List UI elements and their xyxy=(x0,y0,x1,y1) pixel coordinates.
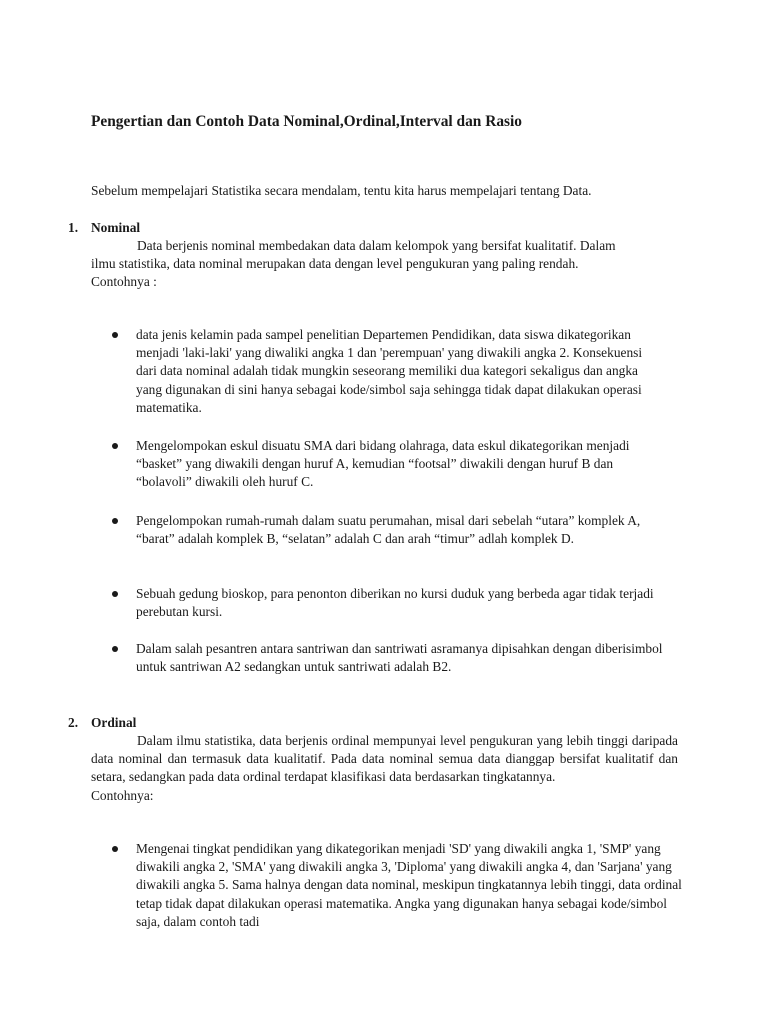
list-item-text: Sebuah gedung bioskop, para penonton diberikan no kursi duduk yang berbeda agar tidak terjadi perebutan kursi. xyxy=(136,586,654,620)
nominal-description xyxy=(91,237,678,292)
paragraph-line: ilmu statistika, data nominal merupakan data dengan level pengukuran yang paling rendah. xyxy=(91,256,579,272)
list-item-text: Pengelompokan rumah-rumah dalam suatu perumahan, misal dari sebelah “utara” komplek A, “barat” adalah komplek B, “selatan” adalah C dan arah “timur” adlah komplek D. xyxy=(136,513,641,547)
bullet-icon xyxy=(112,846,118,852)
paragraph-text: Dalam ilmu statistika, data berjenis ordinal mempunyai level pengukuran yang lebih tinggi daripada data nominal dan termasuk data kualitatif. Pada data nominal semua data dianggap bersifat kualitatif dan setara, sedangkan pada data ordinal terdapat klasifikasi data berdasarkan tingkatannya. xyxy=(91,733,678,785)
list-item xyxy=(112,585,666,621)
bullet-icon xyxy=(112,518,118,524)
bullet-icon xyxy=(112,332,118,338)
bullet-icon xyxy=(112,443,118,449)
section-number: 2. xyxy=(68,715,79,730)
document-title: Pengertian dan Contoh Data Nominal,Ordinal,Interval dan Rasio xyxy=(91,113,522,130)
intro-paragraph: Sebelum mempelajari Statistika secara mendalam, tentu kita harus mempelajari tentang Data. xyxy=(91,183,592,198)
section-heading-ordinal xyxy=(68,714,136,732)
example-label: Contohnya: xyxy=(91,787,154,803)
section-number: 1. xyxy=(68,220,79,235)
list-item-text: data jenis kelamin pada sampel penelitian Departemen Pendidikan, data siswa dikategorikan menjadi 'laki-laki' yang diwaliki angka 1 dan 'perempuan' yang diwakili angka 2. Konsekuensi dari data nominal adalah tidak mungkin seseorang memiliki dua kategori sekaligus dan angka yang digunakan di sini hanya sebagai kode/simbol saja sehingga tidak dapat dilakukan operasi matematika. xyxy=(136,327,643,415)
paragraph-line: Data berjenis nominal membedakan data dalam kelompok yang bersifat kualitatif. Dalam xyxy=(137,238,616,253)
section-heading-nominal xyxy=(68,219,140,237)
list-item xyxy=(112,840,686,931)
paragraph-line: Contohnya : xyxy=(91,274,157,290)
bullet-icon xyxy=(112,591,118,597)
list-item-text: Mengelompokan eskul disuatu SMA dari bidang olahraga, data eskul dikategorikan menjadi “basket” yang diwakili dengan huruf A, kemudian “footsal” diwakili dengan huruf B dan “bolavoli” diwakili oleh huruf C. xyxy=(136,438,630,490)
list-item-text: Mengenai tingkat pendidikan yang dikategorikan menjadi 'SD' yang diwakili angka 1, 'SMP' yang diwakili angka 2, 'SMA' yang diwakili angka 3, 'Diploma' yang diwakili angka 4, dan 'Sarjana' yang diwakili angka 5. Sama halnya dengan data nominal, meskipun tingkatannya lebih tinggi, data ordinal tetap tidak dapat dilakukan operasi matematika. Angka yang digunakan hanya sebagai kode/simbol saja, dalam contoh tadi xyxy=(136,841,682,929)
section-title: Nominal xyxy=(91,220,141,235)
section-title: Ordinal xyxy=(91,715,137,730)
ordinal-description xyxy=(91,732,678,805)
list-item xyxy=(112,437,666,492)
list-item xyxy=(112,326,666,417)
list-item-text: Dalam salah pesantren antara santriwan dan santriwati asramanya dipisahkan dengan diberisimbol untuk santriwan A2 sedangkan untuk santriwati adalah B2. xyxy=(136,641,663,675)
bullet-icon xyxy=(112,646,118,652)
list-item xyxy=(112,512,666,548)
list-item xyxy=(112,640,666,676)
